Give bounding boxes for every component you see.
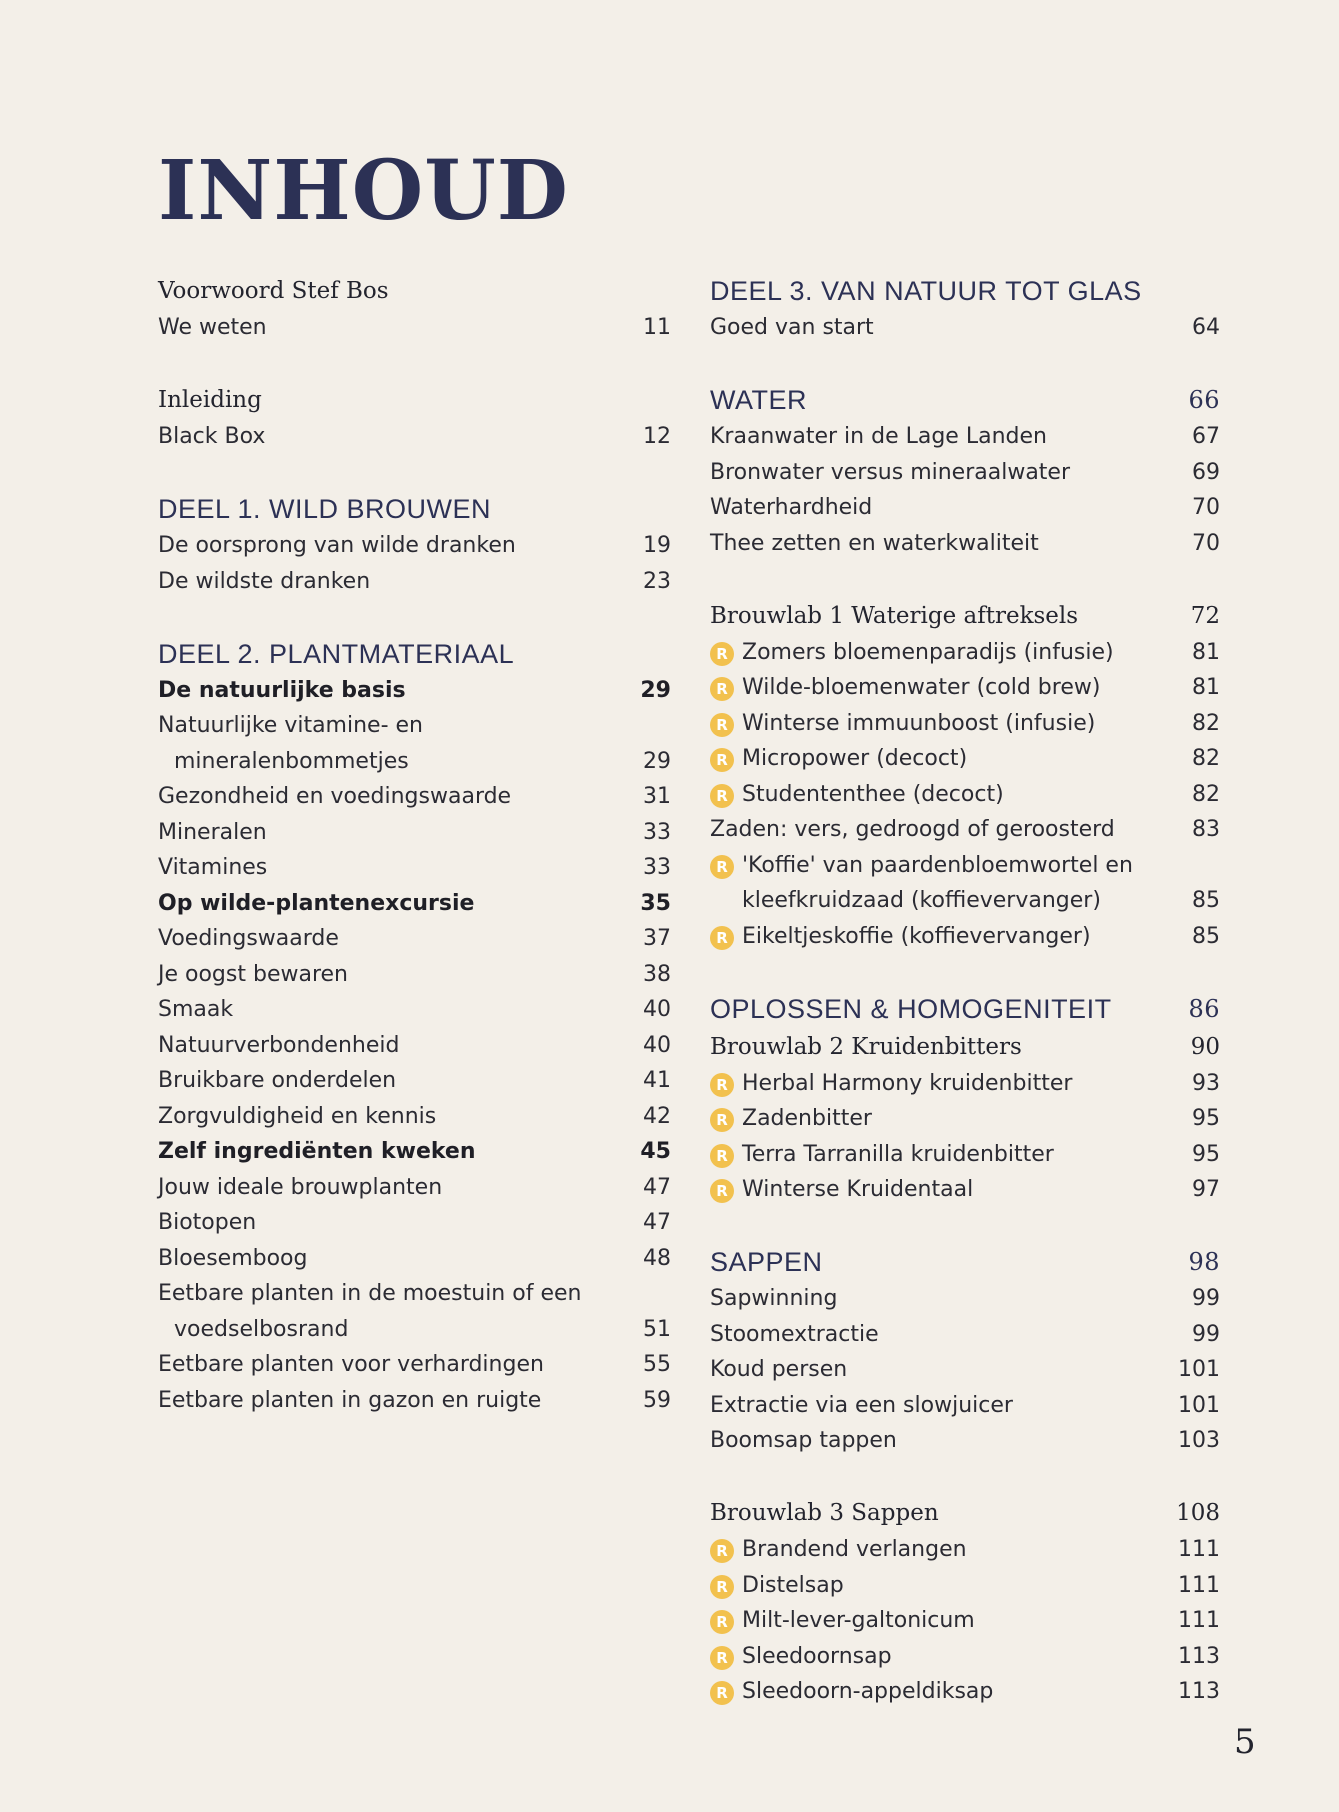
- toc-entry-label: We weten: [158, 315, 267, 340]
- toc-entry: [158, 1028, 671, 1064]
- toc-entry-page: 85: [1192, 923, 1220, 949]
- toc-entry-page: 93: [1192, 1070, 1220, 1096]
- toc-entry: [158, 310, 671, 346]
- toc-entry-page: 81: [1192, 675, 1220, 700]
- toc-entry: [158, 1276, 671, 1312]
- toc-heading: [158, 381, 671, 419]
- toc-entry-page: 81: [1192, 639, 1220, 665]
- toc-part-heading: [158, 635, 671, 673]
- toc-entry-label: Zaden: vers, gedroogd of geroosterd: [710, 817, 1115, 842]
- toc-entry: [158, 957, 671, 993]
- toc-entry: [158, 1347, 671, 1383]
- toc-entry-page: 111: [1178, 1572, 1220, 1598]
- toc-entry: [158, 1205, 671, 1241]
- toc-entry: [710, 812, 1220, 848]
- recipe-badge-icon: R: [710, 1144, 734, 1168]
- toc-entry-page: 42: [643, 1103, 671, 1129]
- toc-entry: [158, 1383, 671, 1419]
- toc-entry-page: 48: [643, 1245, 671, 1271]
- toc-entry-label: Op wilde-plantenexcursie: [158, 890, 475, 916]
- toc-entry-continued: [158, 744, 671, 780]
- toc-entry-label: 'Koffie' van paardenbloemwortel en: [742, 852, 1133, 878]
- toc-entry: [158, 528, 671, 564]
- toc-entry-page: 82: [1192, 781, 1220, 807]
- toc-left-column: [158, 272, 671, 1418]
- toc-entry-label: Bronwater versus mineraalwater: [710, 459, 1071, 485]
- toc-entry-page: 113: [1178, 1679, 1220, 1704]
- toc-entry-label: Mineralen: [158, 819, 267, 845]
- section-spacer: [158, 599, 671, 635]
- toc-entry-page: 113: [1178, 1643, 1220, 1669]
- toc-entry: [158, 779, 671, 815]
- toc-entry-page: 103: [1178, 1428, 1220, 1453]
- toc-recipe-entry: [710, 635, 1220, 671]
- toc-entry-label: Inleiding: [158, 387, 262, 413]
- toc-entry-label: Brouwlab 2 Kruidenbitters: [710, 1033, 1022, 1060]
- toc-entry-label: Gezondheid en voedingswaarde: [158, 784, 512, 809]
- toc-entry-label: Black Box: [158, 424, 266, 449]
- toc-entry-label: Micropower (decoct): [742, 746, 968, 771]
- toc-entry-label: kleefkruidzaad (koffievervanger): [742, 888, 1101, 913]
- toc-entry: [158, 850, 671, 886]
- toc-entry-label: WATER: [710, 385, 807, 415]
- toc-entry-label: Milt-lever-galtonicum: [742, 1608, 975, 1633]
- toc-entry-label: mineralenbommetjes: [174, 748, 409, 774]
- recipe-badge-icon: R: [710, 1179, 734, 1203]
- toc-entry-label: Sleedoornsap: [742, 1643, 892, 1669]
- recipe-badge-icon: R: [710, 1610, 734, 1634]
- toc-entry-label: voedselbosrand: [174, 1316, 349, 1342]
- section-spacer: [710, 1208, 1220, 1244]
- toc-entry-page: 11: [643, 315, 671, 340]
- toc-part-heading: [710, 381, 1220, 419]
- toc-entry: [710, 310, 1220, 346]
- toc-entry-label: Zadenbitter: [742, 1106, 872, 1131]
- toc-heading: [158, 272, 671, 310]
- toc-entry-page: 70: [1192, 530, 1220, 556]
- toc-chapter-entry: [158, 886, 671, 922]
- toc-entry-page: 99: [1192, 1321, 1220, 1347]
- recipe-badge-icon: R: [710, 926, 734, 950]
- toc-part-heading: [710, 1243, 1220, 1281]
- toc-brouwlab-heading: [710, 597, 1220, 635]
- toc-entry-label: Terra Tarranilla kruidenbitter: [742, 1141, 1054, 1167]
- toc-recipe-entry: [710, 1532, 1220, 1568]
- toc-entry: [158, 1241, 671, 1277]
- toc-recipe-entry: [710, 1066, 1220, 1102]
- recipe-badge-icon: R: [710, 642, 734, 666]
- toc-entry-label: DEEL 3. VAN NATUUR TOT GLAS: [710, 276, 1142, 306]
- toc-recipe-entry: [710, 1603, 1220, 1639]
- toc-brouwlab-heading: [710, 1494, 1220, 1532]
- toc-entry-page: 70: [1192, 495, 1220, 520]
- toc-entry-label: De natuurlijke basis: [158, 677, 406, 703]
- toc-entry-page: 83: [1192, 817, 1220, 842]
- toc-recipe-entry: [710, 848, 1220, 884]
- toc-entry-label: Eetbare planten voor verhardingen: [158, 1352, 544, 1377]
- toc-entry-label: Bloesemboog: [158, 1245, 308, 1271]
- toc-entry-page: 40: [643, 1032, 671, 1058]
- toc-entry: [710, 1281, 1220, 1317]
- toc-recipe-entry: [710, 1674, 1220, 1710]
- toc-entry-continued: [158, 1312, 671, 1348]
- toc-entry-label: Jouw ideale brouwplanten: [158, 1174, 443, 1200]
- toc-entry-label: DEEL 2. PLANTMATERIAAL: [158, 638, 515, 669]
- toc-entry: [710, 419, 1220, 455]
- toc-chapter-entry: [158, 673, 671, 709]
- toc-entry-page: 95: [1192, 1141, 1220, 1167]
- toc-entry-label: Winterse Kruidentaal: [742, 1177, 974, 1202]
- toc-entry-label: Waterhardheid: [710, 495, 873, 520]
- toc-entry-label: Koud persen: [710, 1357, 848, 1382]
- toc-entry-label: De wildste dranken: [158, 568, 371, 594]
- toc-entry-label: Extractie via een slowjuicer: [710, 1392, 1013, 1418]
- toc-entry-page: 97: [1192, 1177, 1220, 1202]
- section-spacer: [710, 561, 1220, 597]
- toc-entry-label: Natuurlijke vitamine- en: [158, 713, 423, 738]
- toc-entry-label: Eetbare planten in gazon en ruigte: [158, 1387, 542, 1413]
- toc-entry-page: 55: [643, 1352, 671, 1377]
- toc-entry-label: Goed van start: [710, 315, 874, 340]
- toc-entry: [710, 1423, 1220, 1459]
- section-spacer: [158, 455, 671, 491]
- toc-entry-page: 101: [1178, 1392, 1220, 1418]
- toc-entry-label: Brouwlab 3 Sappen: [710, 1500, 939, 1526]
- toc-entry-page: 64: [1192, 315, 1220, 340]
- toc-entry: [710, 490, 1220, 526]
- toc-entry-label: Boomsap tappen: [710, 1428, 897, 1453]
- toc-entry-label: Zomers bloemenparadijs (infusie): [742, 639, 1114, 665]
- toc-entry-label: Zorgvuldigheid en kennis: [158, 1103, 437, 1129]
- toc-entry-page: 51: [643, 1316, 671, 1342]
- toc-right-column: [710, 272, 1220, 1710]
- toc-entry-page: 67: [1192, 424, 1220, 449]
- toc-entry-page: 33: [643, 855, 671, 880]
- toc-part-heading: [710, 272, 1220, 310]
- toc-entry-label: Voorwoord Stef Bos: [158, 278, 389, 304]
- toc-entry: [158, 708, 671, 744]
- toc-recipe-entry: [710, 1568, 1220, 1604]
- section-spacer: [710, 1459, 1220, 1495]
- toc-recipe-entry: [710, 919, 1220, 955]
- section-spacer: [710, 954, 1220, 990]
- recipe-badge-icon: R: [710, 713, 734, 737]
- recipe-badge-icon: R: [710, 677, 734, 701]
- toc-entry-label: Winterse immuunboost (infusie): [742, 710, 1096, 736]
- toc-brouwlab-heading: [710, 1028, 1220, 1066]
- toc-entry-page: 108: [1176, 1500, 1220, 1526]
- toc-entry: [158, 419, 671, 455]
- recipe-badge-icon: R: [710, 748, 734, 772]
- toc-entry-page: 19: [643, 533, 671, 558]
- toc-entry-label: Studententhee (decoct): [742, 781, 1004, 807]
- toc-entry-label: Bruikbare onderdelen: [158, 1068, 397, 1093]
- toc-entry-page: 59: [643, 1387, 671, 1413]
- toc-entry-label: Stoomextractie: [710, 1321, 879, 1347]
- toc-recipe-entry: [710, 1137, 1220, 1173]
- toc-entry-label: Eetbare planten in de moestuin of een: [158, 1281, 582, 1306]
- toc-entry-label: Wilde-bloemenwater (cold brew): [742, 675, 1101, 700]
- toc-recipe-entry: [710, 777, 1220, 813]
- toc-entry-label: SAPPEN: [710, 1247, 823, 1277]
- toc-entry-page: 38: [643, 961, 671, 987]
- toc-entry-label: Smaak: [158, 997, 234, 1022]
- toc-entry-page: 47: [643, 1210, 671, 1235]
- toc-entry-page: 82: [1192, 746, 1220, 771]
- toc-chapter-entry: [158, 1134, 671, 1170]
- toc-recipe-entry: [710, 670, 1220, 706]
- toc-entry: [710, 1317, 1220, 1353]
- toc-entry-page: 47: [643, 1174, 671, 1200]
- section-spacer: [158, 346, 671, 382]
- toc-entry-page: 45: [640, 1139, 671, 1164]
- toc-entry-page: 29: [640, 677, 671, 703]
- toc-entry-label: Je oogst bewaren: [158, 961, 348, 987]
- toc-entry-page: 86: [1188, 994, 1220, 1023]
- toc-entry: [710, 1352, 1220, 1388]
- page-title: INHOUD: [158, 143, 569, 239]
- toc-entry: [710, 1388, 1220, 1424]
- section-spacer: [710, 346, 1220, 382]
- toc-entry-page: 90: [1190, 1033, 1220, 1060]
- recipe-badge-icon: R: [710, 1681, 734, 1705]
- toc-recipe-entry: [710, 706, 1220, 742]
- toc-entry: [158, 1170, 671, 1206]
- toc-entry-page: 101: [1178, 1357, 1220, 1382]
- toc-entry-page: 69: [1192, 459, 1220, 485]
- toc-entry-page: 35: [640, 890, 671, 916]
- toc-entry-label: Voedingswaarde: [158, 926, 339, 951]
- toc-entry-page: 66: [1188, 386, 1220, 414]
- toc-recipe-entry: [710, 1101, 1220, 1137]
- toc-entry-label: OPLOSSEN & HOMOGENITEIT: [710, 993, 1112, 1024]
- toc-entry-label: Herbal Harmony kruidenbitter: [742, 1070, 1073, 1096]
- toc-entry-page: 72: [1190, 602, 1220, 629]
- toc-entry: [158, 921, 671, 957]
- toc-entry-page: 31: [643, 784, 671, 809]
- toc-entry-page: 29: [643, 748, 671, 774]
- toc-entry-label: Sapwinning: [710, 1286, 838, 1311]
- toc-entry: [158, 1099, 671, 1135]
- toc-entry: [158, 815, 671, 851]
- toc-entry-label: DEEL 1. WILD BROUWEN: [158, 494, 492, 524]
- recipe-badge-icon: R: [710, 1108, 734, 1132]
- toc-entry-label: Distelsap: [742, 1572, 844, 1598]
- toc-entry-page: 23: [643, 568, 671, 594]
- toc-entry-page: 111: [1178, 1608, 1220, 1633]
- toc-entry-label: Kraanwater in de Lage Landen: [710, 424, 1047, 449]
- toc-entry-label: Sleedoorn-appeldiksap: [742, 1679, 994, 1704]
- toc-entry-page: 41: [643, 1068, 671, 1093]
- toc-entry: [158, 564, 671, 600]
- toc-recipe-entry: [710, 1639, 1220, 1675]
- recipe-badge-icon: R: [710, 1073, 734, 1097]
- toc-entry-page: 33: [643, 819, 671, 845]
- toc-recipe-entry: [710, 741, 1220, 777]
- toc-entry: [158, 992, 671, 1028]
- recipe-badge-icon: R: [710, 1575, 734, 1599]
- toc-entry-label: Thee zetten en waterkwaliteit: [710, 530, 1039, 556]
- toc-entry-page: 40: [643, 997, 671, 1022]
- toc-entry-page: 82: [1192, 710, 1220, 736]
- toc-part-heading: [710, 990, 1220, 1028]
- recipe-badge-icon: R: [710, 784, 734, 808]
- toc-entry: [710, 455, 1220, 491]
- page-number: 5: [1234, 1722, 1256, 1762]
- toc-entry-label: Brouwlab 1 Waterige aftreksels: [710, 602, 1079, 629]
- toc-entry-page: 95: [1192, 1106, 1220, 1131]
- toc-entry-page: 12: [643, 424, 671, 449]
- toc-recipe-entry-continued: [710, 883, 1220, 919]
- toc-entry-label: Brandend verlangen: [742, 1537, 967, 1562]
- toc-entry: [710, 526, 1220, 562]
- toc-entry-label: Eikeltjeskoffie (koffievervanger): [742, 923, 1091, 949]
- recipe-badge-icon: R: [710, 855, 734, 879]
- toc-entry-page: 98: [1188, 1248, 1220, 1276]
- toc-part-heading: [158, 490, 671, 528]
- toc-entry-page: 85: [1192, 888, 1220, 913]
- recipe-badge-icon: R: [710, 1646, 734, 1670]
- toc-recipe-entry: [710, 1172, 1220, 1208]
- recipe-badge-icon: R: [710, 1539, 734, 1563]
- toc-entry-page: 111: [1178, 1537, 1220, 1562]
- toc-entry-label: De oorsprong van wilde dranken: [158, 533, 516, 558]
- toc-entry-label: Zelf ingrediënten kweken: [158, 1139, 476, 1164]
- toc-entry: [158, 1063, 671, 1099]
- toc-entry-page: 37: [643, 926, 671, 951]
- toc-entry-label: Natuurverbondenheid: [158, 1032, 400, 1058]
- toc-entry-page: 99: [1192, 1286, 1220, 1311]
- toc-entry-label: Vitamines: [158, 855, 268, 880]
- toc-entry-label: Biotopen: [158, 1210, 257, 1235]
